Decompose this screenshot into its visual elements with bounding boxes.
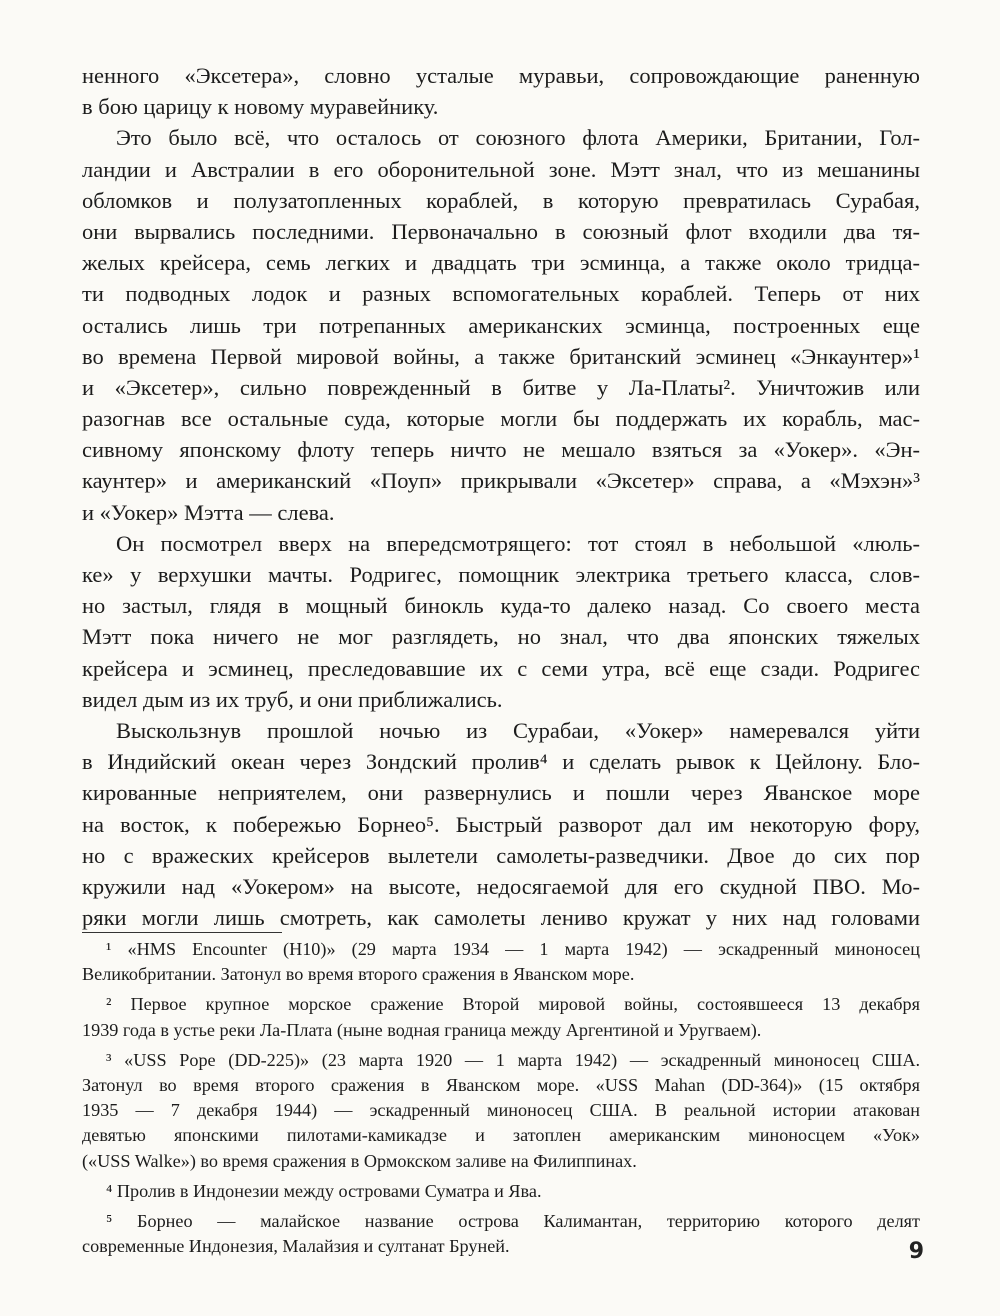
text-line: ти подводных лодок и разных вспомогательных кораблей. Теперь от них [82,281,920,307]
text-line: Мэтт пока ничего не мог разглядеть, но знал, что два японских тяжелых [82,624,920,650]
footnote-line: ⁴ Пролив в Индонезии между островами Суматра и Ява. [106,1180,542,1201]
footnote-line: ¹ «HMS Encounter (H10)» (29 марта 1934 — 1 марта 1942) — эскадренный миноносец [106,939,920,959]
footnote-line: Затонул во время второго сражения в Яванском море. «USS Mahan (DD-364)» (15 октября [82,1074,920,1095]
footnote-line: современные Индонезия, Малайзия и султанат Бруней. [82,1236,510,1257]
text-line: обломков и полузатопленных кораблей, в которую превратилась Сурабая, [82,187,920,213]
footnote-line: девятью японскими пилотами-камикадзе и затоплен американским миноносцем «Уок» [82,1125,920,1146]
page-number: 9 [908,1239,924,1264]
footnote-line: 1939 года в устье реки Ла-Плата (ныне водная граница между Аргентиной и Уругваем). [82,1019,762,1040]
text-line: Выскользнув прошлой ночью из Сурабаи, «Уокер» намеревался уйти [116,717,920,743]
text-line: кружили над «Уокером» на высоте, недосягаемой для его скудной ПВО. Мо- [82,873,920,899]
text-line: и «Уокер» Мэтта — слева. [82,499,335,525]
text-line: сивному японскому флоту теперь ничто не мешало взяться за «Уокер». «Эн- [82,437,920,463]
text-line: остались лишь три потрепанных американских эсминца, построенных еще [82,312,920,338]
footnote-line: 1935 — 7 декабря 1944) — эскадренный миноносец США. В реальной истории атакован [82,1100,920,1121]
footnote-line: («USS Walke») во время сражения в Ормокском заливе на Филиппинах. [82,1150,637,1171]
main-text [82,60,920,933]
text-line: крейсера и эсминец, преследовавшие их с семи утра, всё еще сзади. Родригес [82,655,920,681]
footnote-line: ² Первое крупное морское сражение Второй мировой войны, состоявшееся 13 декабря [106,994,920,1015]
text-line: Он посмотрел вверх на впередсмотрящего: тот стоял в небольшой «люль- [116,530,920,556]
text-line: во времена Первой мировой войны, а также британский эсминец «Энкаунтер»¹ [82,343,920,369]
text-line: но с вражеских крейсеров вылетели самолеты-разведчики. Двое до сих пор [82,842,920,868]
footnote-line: ⁵ Борнео — малайское название острова Калимантан, территорию которого делят [106,1210,920,1231]
text-line: ландии и Австралии в его оборонительной зоне. Мэтт знал, что из мешанины [82,156,920,182]
text-line: желых крейсера, семь легких и двадцать три эсминца, а также около тридца- [82,250,920,276]
footnote-line: ³ «USS Pope (DD-225)» (23 марта 1920 — 1 марта 1942) — эскадренный миноносец США. [106,1049,920,1070]
text-line: Это было всё, что осталось от союзного флота Америки, Британии, Гол- [116,125,920,151]
text-line: каунтер» и американский «Поуп» прикрывали «Эксетер» справа, а «Мэхэн»³ [82,468,920,494]
text-line: но застыл, глядя в мощный бинокль куда-то далеко назад. Со своего места [82,593,920,619]
text-line: разогнав все остальные суда, которые могли бы поддержать их корабль, мас- [82,406,920,432]
text-line: в бою царицу к новому муравейнику. [82,94,439,120]
text-line: видел дым из их труб, и они приближались. [82,686,503,712]
footnote-divider [82,932,282,933]
footnote-line: Великобритании. Затонул во время второго сражения в Яванском море. [82,964,635,985]
text-line: ненного «Эксетера», словно усталые муравьи, сопровождающие раненную [82,63,920,88]
text-line: на восток, к побережью Борнео⁵. Быстрый разворот дал им некоторую фору, [82,811,920,837]
text-line: и «Эксетер», сильно поврежденный в битве у Ла-Платы². Уничтожив или [82,374,920,400]
text-line: они вырвались последними. Первоначально в союзный флот входили два тя- [82,218,920,244]
text-line: кированные неприятелем, они развернулись и пошли через Яванское море [82,780,920,806]
footnotes [82,937,920,1259]
text-line: в Индийский океан через Зондский пролив⁴ и сделать рывок к Цейлону. Бло- [82,749,920,775]
text-line: ке» у верхушки мачты. Родригес, помощник электрика третьего класса, слов- [82,562,920,587]
text-line: ряки могли лишь смотреть, как самолеты лениво кружат у них над головами [82,905,920,931]
